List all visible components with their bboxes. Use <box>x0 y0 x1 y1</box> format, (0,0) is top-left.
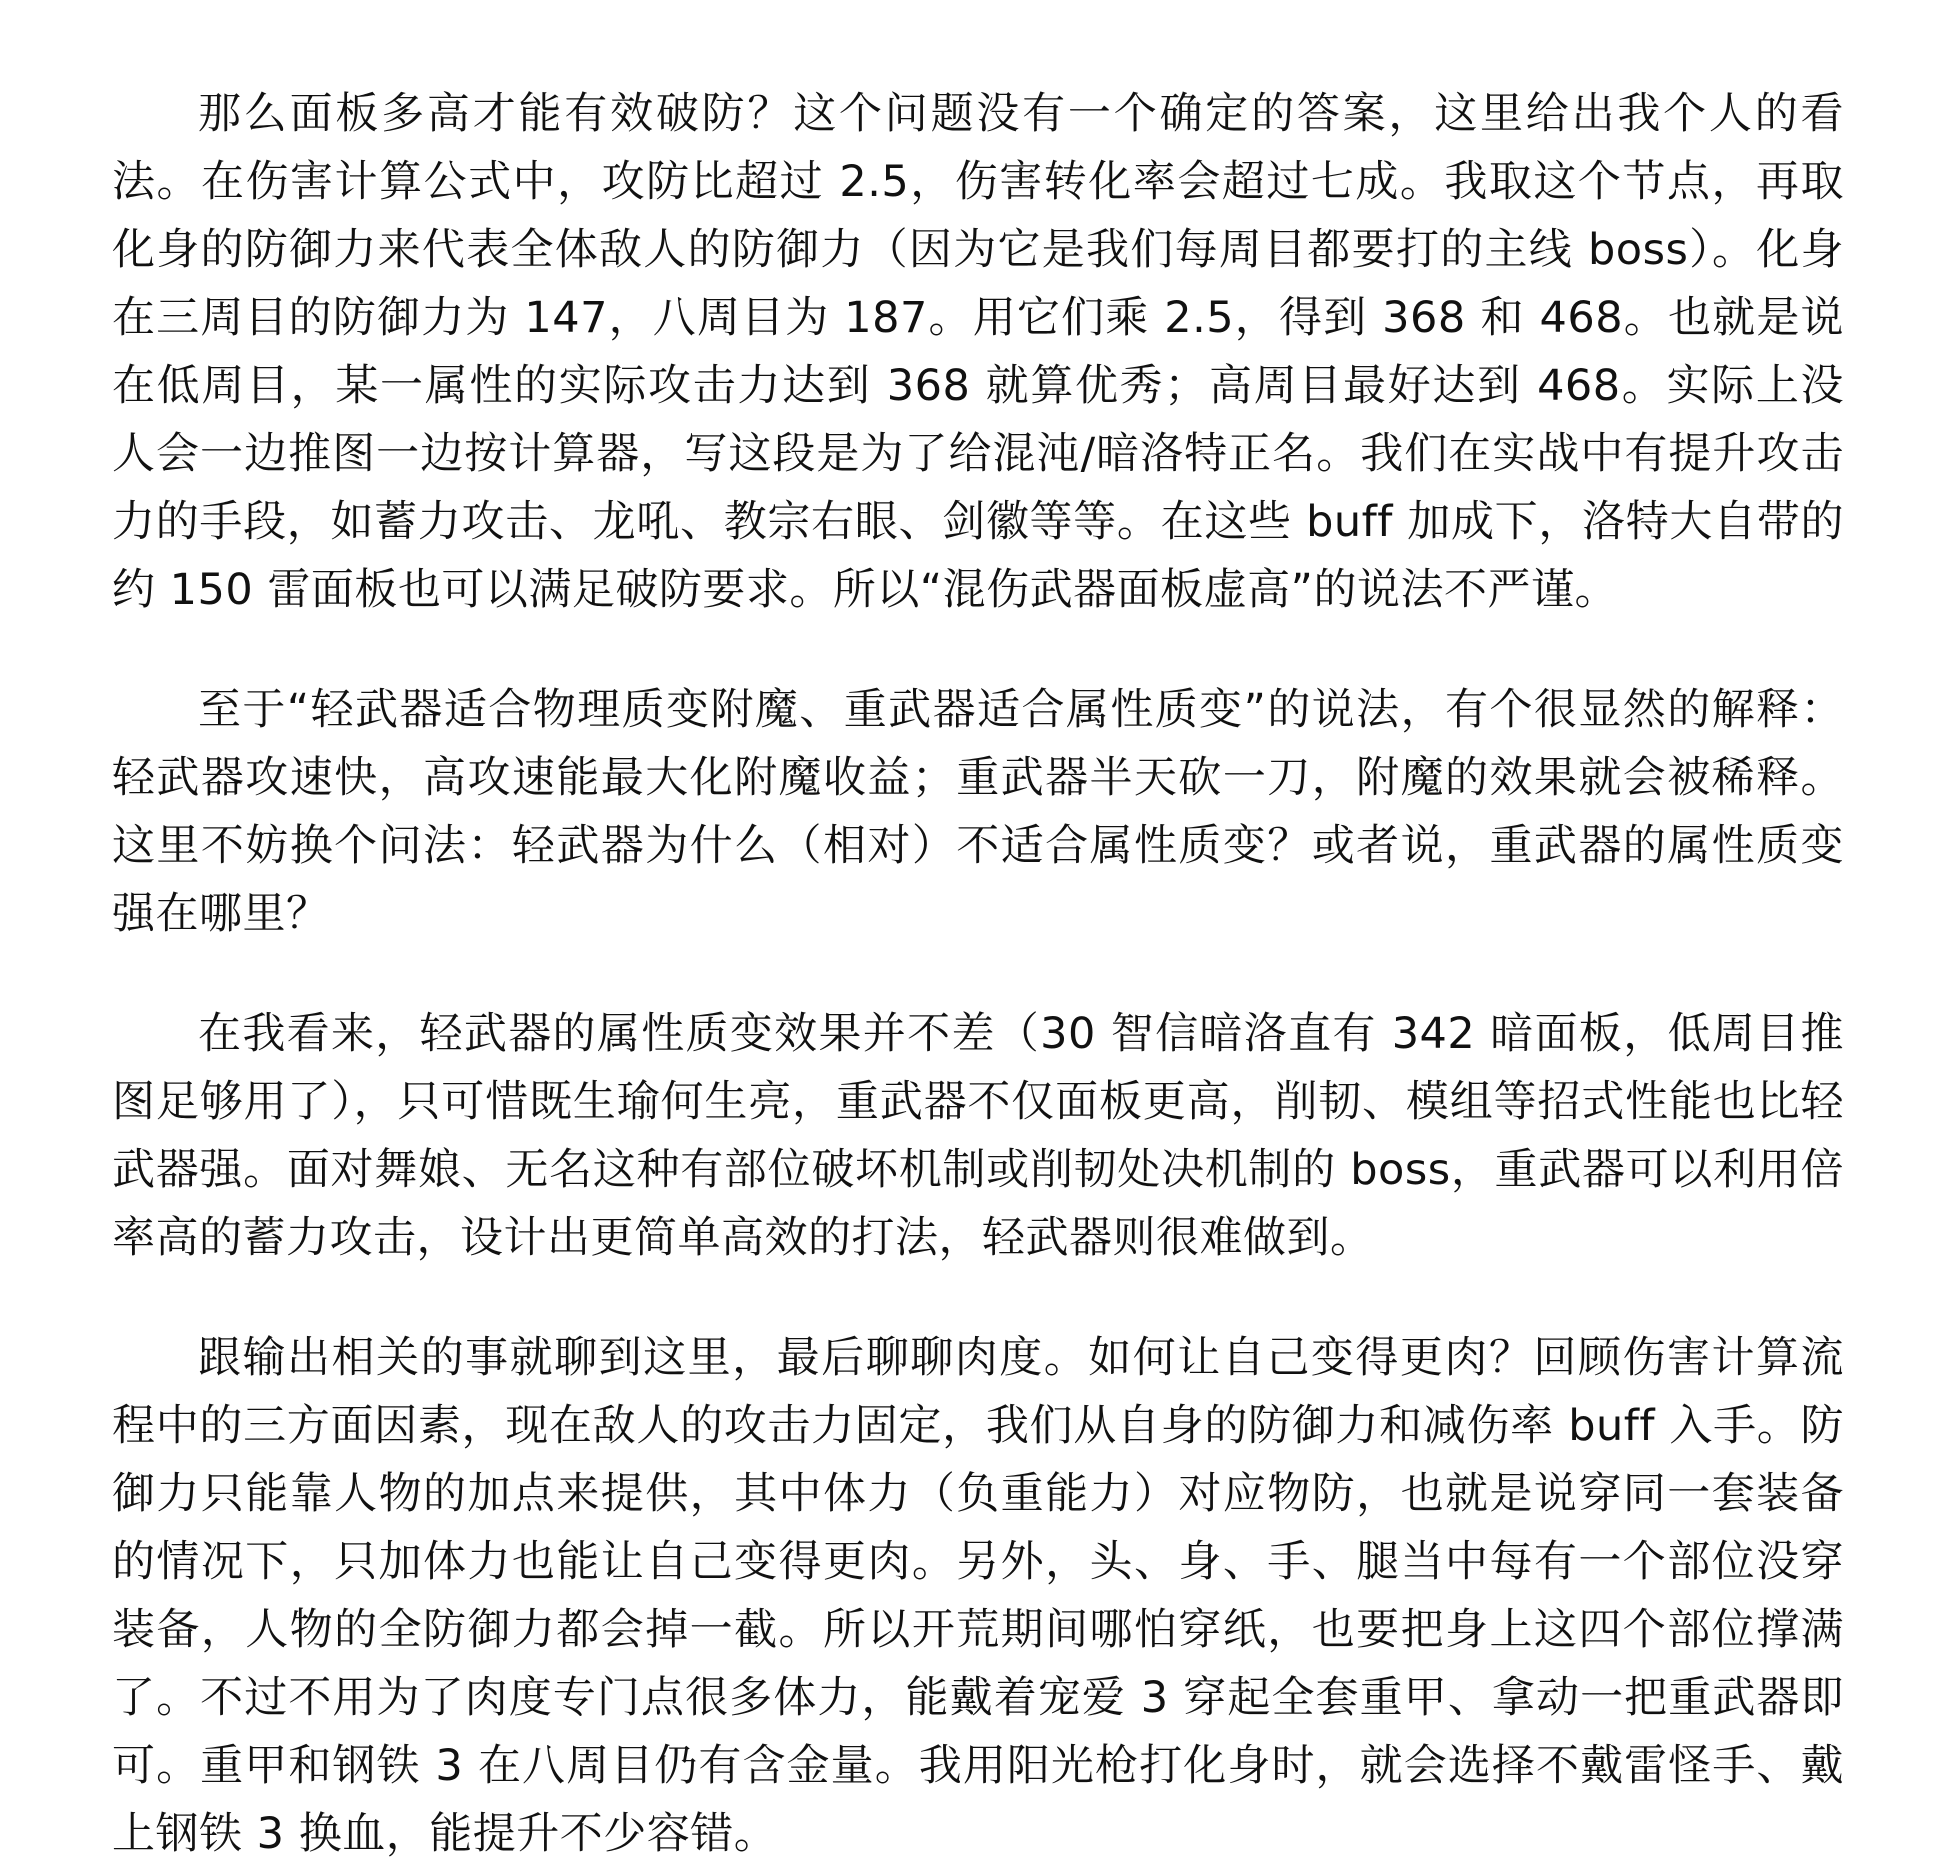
paragraph-break-defense: 那么面板多高才能有效破防？这个问题没有一个确定的答案，这里给出我个人的看法。在伤害计算公式中，攻防比超过 2.5，伤害转化率会超过七成。我取这个节点，再取化身的防御力来代表全体敌人的防御力（因为它是我们每周目都要打的主线 boss）。化身在三周目的防御力为 147，八周目为 187。用它们乘 2.5，得到 368 和 468。也就是说在低周目，某一属性的实际攻击力达到 368 就算优秀；高周目最好达到 468。实际上没人会一边推图一边按计算器，写这段是为了给混沌/暗洛特正名。我们在实战中有提升攻击力的手段，如蓄力攻击、龙吼、教宗右眼、剑徽等等。在这些 buff 加成下，洛特大自带的约 150 雷面板也可以满足破防要求。所以“混伤武器面板虚高”的说法不严谨。 <box>112 89 1844 615</box>
paragraph-light-vs-heavy: 至于“轻武器适合物理质变附魔、重武器适合属性质变”的说法，有个很显然的解释：轻武器攻速快，高攻速能最大化附魔收益；重武器半天砍一刀，附魔的效果就会被稀释。这里不妨换个问法：轻武器为什么（相对）不适合属性质变？或者说，重武器的属性质变强在哪里？ <box>112 685 1844 939</box>
paragraph-elemental-infusion: 在我看来，轻武器的属性质变效果并不差（30 智信暗洛直有 342 暗面板，低周目推图足够用了），只可惜既生瑜何生亮，重武器不仅面板更高，削韧、模组等招式性能也比轻武器强。面对舞娘、无名这种有部位破坏机制或削韧处决机制的 boss，重武器可以利用倍率高的蓄力攻击，设计出更简单高效的打法，轻武器则很难做到。 <box>112 1009 1844 1263</box>
paragraph-tankiness: 跟输出相关的事就聊到这里，最后聊聊肉度。如何让自己变得更肉？回顾伤害计算流程中的三方面因素，现在敌人的攻击力固定，我们从自身的防御力和减伤率 buff 入手。防御力只能靠人物的加点来提供，其中体力（负重能力）对应物防，也就是说穿同一套装备的情况下，只加体力也能让自己变得更肉。另外，头、身、手、腿当中每有一个部位没穿装备，人物的全防御力都会掉一截。所以开荒期间哪怕穿纸，也要把身上这四个部位撑满了。不过不用为了肉度专门点很多体力，能戴着宠爱 3 穿起全套重甲、拿动一把重武器即可。重甲和钢铁 3 在八周目仍有含金量。我用阳光枪打化身时，就会选择不戴雷怪手、戴上钢铁 3 换血，能提升不少容错。 <box>112 1333 1844 1859</box>
document-body <box>112 80 1844 1868</box>
